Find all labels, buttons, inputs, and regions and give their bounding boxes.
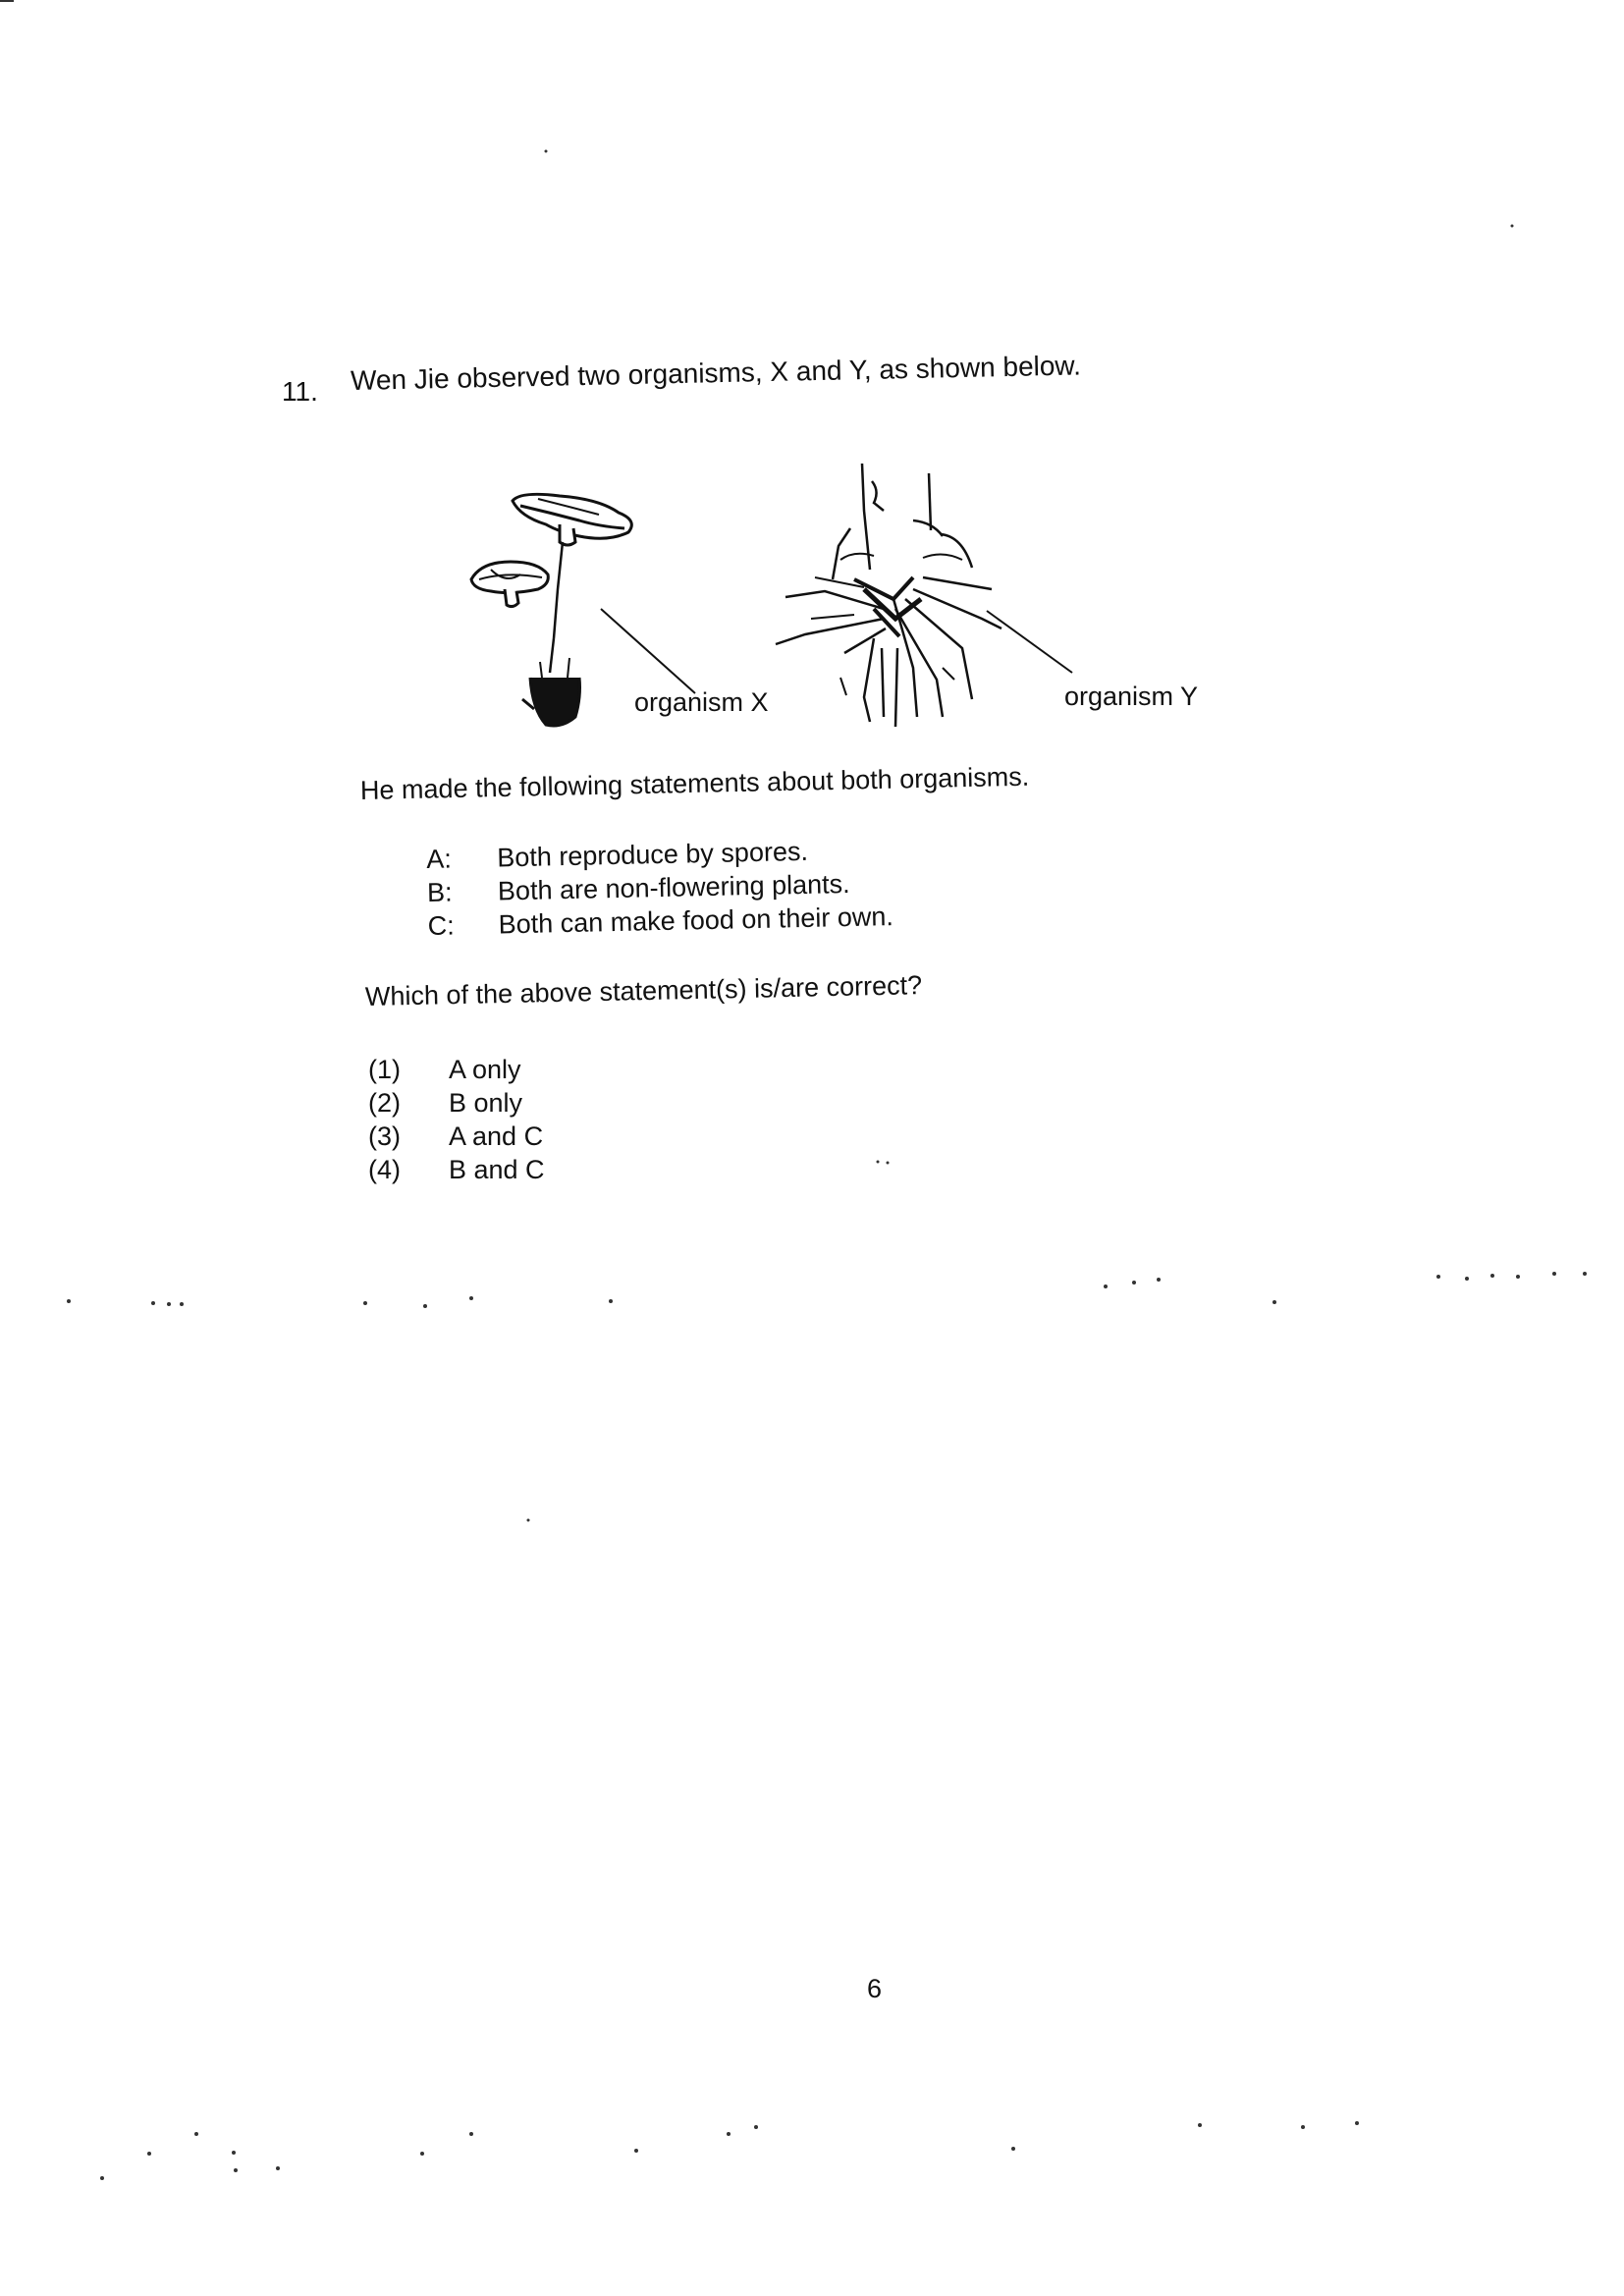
option-text: A and C bbox=[449, 1121, 544, 1151]
option-text: A only bbox=[449, 1054, 521, 1084]
question-text: Wen Jie observed two organisms, X and Y, as shown below. bbox=[350, 350, 1082, 396]
statement-key: B: bbox=[426, 876, 453, 907]
statement-text: Both can make food on their own. bbox=[498, 901, 894, 939]
option-number: (2) bbox=[368, 1087, 401, 1118]
question-prompt: Which of the above statement(s) is/are correct? bbox=[364, 970, 923, 1011]
statement-key: C: bbox=[427, 909, 456, 941]
question-number: 11. bbox=[282, 376, 318, 407]
statement-text: Both reproduce by spores. bbox=[496, 836, 809, 872]
statements-intro: He made the following statements about both organisms. bbox=[359, 761, 1030, 805]
answer-options bbox=[368, 1053, 545, 1186]
option-text: B only bbox=[449, 1087, 523, 1118]
statement-text: Both are non-flowering plants. bbox=[497, 868, 850, 905]
statement-key: A: bbox=[425, 843, 453, 874]
statements-list bbox=[426, 833, 893, 943]
option-number: (1) bbox=[368, 1054, 401, 1084]
option-number: (4) bbox=[368, 1154, 401, 1184]
option-3[interactable] bbox=[368, 1120, 545, 1153]
organism-x-label: organism X bbox=[634, 687, 769, 717]
option-text: B and C bbox=[449, 1154, 545, 1184]
option-2[interactable] bbox=[368, 1086, 545, 1120]
organism-y-drawing bbox=[776, 464, 1072, 727]
page-number: 6 bbox=[867, 1974, 883, 2003]
option-number: (3) bbox=[368, 1121, 401, 1151]
organism-y-label: organism Y bbox=[1064, 682, 1199, 711]
option-1[interactable] bbox=[368, 1053, 545, 1086]
option-4[interactable] bbox=[368, 1153, 545, 1186]
